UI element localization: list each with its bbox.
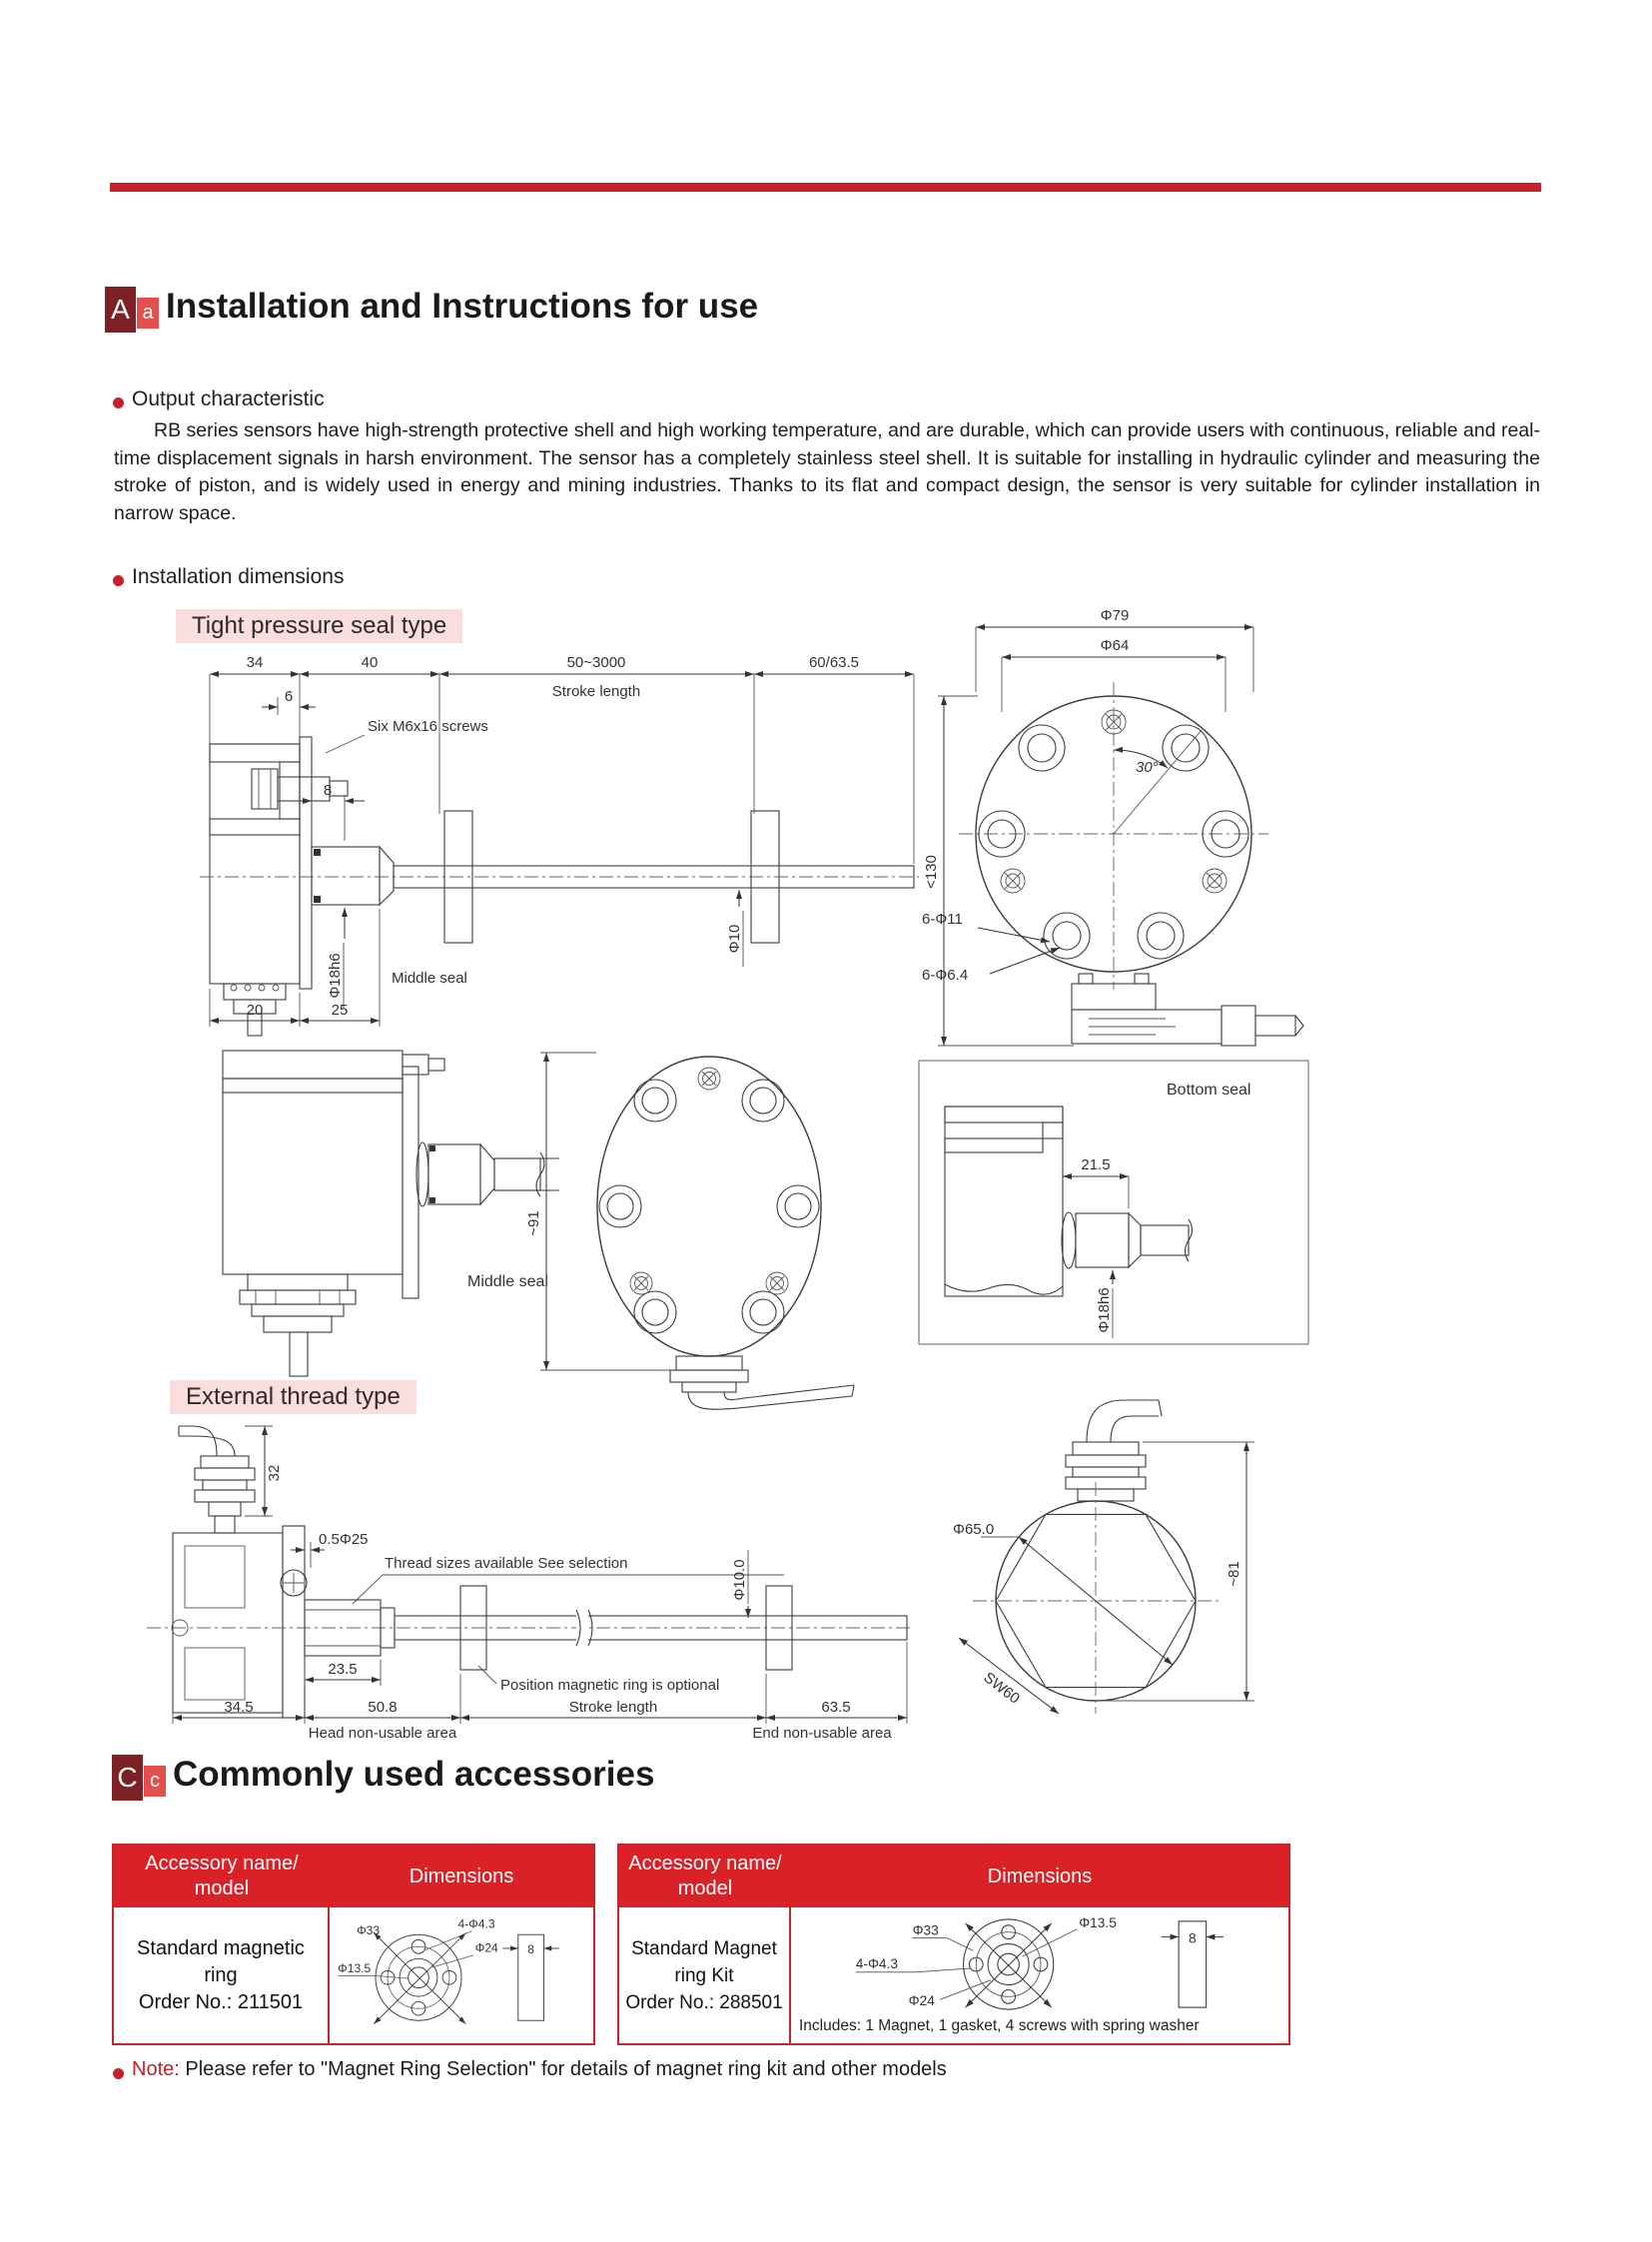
bottom-seal-label: Bottom seal [1167,1082,1251,1099]
dim-60-635: 60/63.5 [808,654,860,671]
header-line-1: Accessory name/ [628,1853,782,1874]
ring-note: Position magnetic ring is optional [500,1677,720,1694]
dim-345: 34.5 [224,1699,254,1716]
phi-33: Φ33 [357,1922,381,1937]
bullet-icon [113,2068,124,2079]
section-a-badge-small-letter: a [142,302,154,324]
thread-note: Thread sizes available See selection [385,1555,628,1572]
drawing-bottom-seal [917,1059,1310,1346]
dim-32: 32 [266,1464,283,1482]
accessory-table-row [619,1907,1288,2043]
phi-24: Φ24 [474,1939,498,1954]
section-a-title: Installation and Instructions for use [166,287,759,326]
section-c-badge-letter: C [117,1762,138,1793]
section-a-badge-small [137,298,159,329]
magnet-ring-drawing [333,1915,590,2036]
dim-635: 63.5 [821,1699,851,1716]
header-accessory-name [619,1852,791,1901]
accessory-dimensions-cell [791,1907,1288,2043]
accessory-table-magnet-kit [617,1844,1290,2045]
holes-6phi64: 6-Φ6.4 [922,967,969,984]
top-rule [110,183,1541,192]
accessory-name-line-2: ring [204,1963,238,1986]
dim-25: 25 [331,1002,349,1019]
holes-4phi43: 4-Φ4.3 [855,1955,898,1971]
tight-seal-label: Tight pressure seal type [176,609,462,643]
accessory-table-row [114,1907,593,2043]
phi-65: Φ65.0 [953,1521,995,1538]
section-a-badge-letter: A [111,294,130,325]
dim-215: 21.5 [1081,1156,1111,1173]
screw-heads [630,1068,788,1294]
section-c-badge-small-letter: c [150,1770,160,1792]
accessory-table-header [619,1846,1288,1907]
drawing-external-thread-side-view [133,1418,920,1743]
drawing-hex-front-view [925,1384,1266,1716]
middle-seal-label: Middle seal [392,970,467,987]
sw60: SW60 [980,1669,1024,1708]
accessory-name-line-1: Standard magnetic [137,1936,305,1959]
accessory-order-no: Order No.: 211501 [138,1990,304,2013]
magnet-ring-kit-drawing [795,1911,1284,2017]
drawing-tight-side-view [140,649,919,1041]
header-line-2: model [194,1877,250,1899]
section-c-badge [112,1755,143,1801]
dim-235: 23.5 [328,1661,358,1678]
header-accessory-name [114,1852,330,1901]
bolt-holes [599,1080,819,1333]
note-label: Note: [132,2058,180,2080]
stroke-length-label: Stroke length [568,1699,658,1716]
dim-8: 8 [323,782,333,799]
dim-130: <130 [923,855,940,889]
phi-24: Φ24 [908,1993,935,2009]
accessory-dimensions-cell [330,1907,593,2043]
dim-05-25: 0.5Φ25 [319,1531,369,1548]
install-heading: Installation dimensions [132,565,345,588]
stroke-length-label: Stroke length [551,683,641,700]
phi-33: Φ33 [912,1922,939,1938]
dim-stroke-range: 50~3000 [566,654,626,671]
phi-135: Φ13.5 [1079,1914,1117,1930]
accessory-order-no: Order No.: 288501 [625,1991,783,2013]
dim-40: 40 [361,654,379,671]
note-text: Please refer to "Magnet Ring Selection" for details of magnet ring kit and other models [179,2058,947,2080]
note-line [132,2058,947,2081]
angle-30: 30° [1136,759,1159,776]
section-a-badge [105,287,136,333]
output-heading: Output characteristic [132,387,325,410]
phi-79: Φ79 [1100,607,1130,624]
thickness-8: 8 [527,1941,535,1956]
accessory-name-cell [619,1907,791,2043]
accessory-table-header [114,1846,593,1907]
phi-18h6-label: Φ18h6 [1096,1287,1113,1333]
holes-6phi11: 6-Φ11 [922,911,963,928]
kit-includes-note: Includes: 1 Magnet, 1 gasket, 4 screws with spring washer [799,2017,1200,2034]
section-c-title: Commonly used accessories [173,1755,655,1794]
dim-81: ~81 [1226,1561,1242,1587]
header-dimensions: Dimensions [409,1865,514,1887]
phi-64: Φ64 [1100,637,1130,654]
dim-508: 50.8 [368,1699,398,1716]
head-area-label: Head non-usable area [308,1725,457,1742]
accessory-name-line-1: Standard Magnet [631,1937,777,1959]
drawing-front-face-cable [524,1039,862,1410]
output-paragraph: RB series sensors have high-strength protective shell and high working temperature, and are durable, which can provide users with continuous, reliable and real-time displacement signals in harsh environment. The sensor has a completely stainless steel shell. It is suitable for installing in hydraulic cylinder and measuring the stroke of piston, and is widely used in energy and mining industries. Thanks to its flat and compact design, the sensor is very suitable for cylinder installation in narrow space. [114,419,1540,524]
dim-34: 34 [246,654,264,671]
header-line-1: Accessory name/ [145,1853,299,1874]
external-thread-label: External thread type [170,1380,416,1414]
header-dimensions: Dimensions [987,1865,1093,1887]
screws-note: Six M6x16 screws [368,718,488,735]
accessory-name-line-2: ring Kit [674,1964,734,1986]
holes-4phi43: 4-Φ4.3 [457,1915,495,1930]
dim-6: 6 [284,688,294,705]
middle-seal-label: Middle seal [467,1273,548,1290]
dim-20: 20 [246,1002,264,1019]
accessory-table-magnetic-ring [112,1844,595,2045]
phi-100: Φ10.0 [731,1559,748,1601]
bullet-icon [113,575,124,586]
phi-18h6-label: Φ18h6 [327,953,344,999]
end-area-label: End non-usable area [752,1725,892,1742]
phi-10-label: Φ10 [726,924,743,954]
bullet-icon [113,397,124,408]
drawing-flange-front-view [914,602,1311,1054]
accessory-name-cell [114,1907,330,2043]
dim-91: ~91 [525,1210,542,1236]
phi-135: Φ13.5 [338,1960,372,1975]
section-c-badge-small [144,1766,166,1797]
thickness-8: 8 [1189,1930,1197,1946]
header-line-2: model [677,1877,733,1899]
